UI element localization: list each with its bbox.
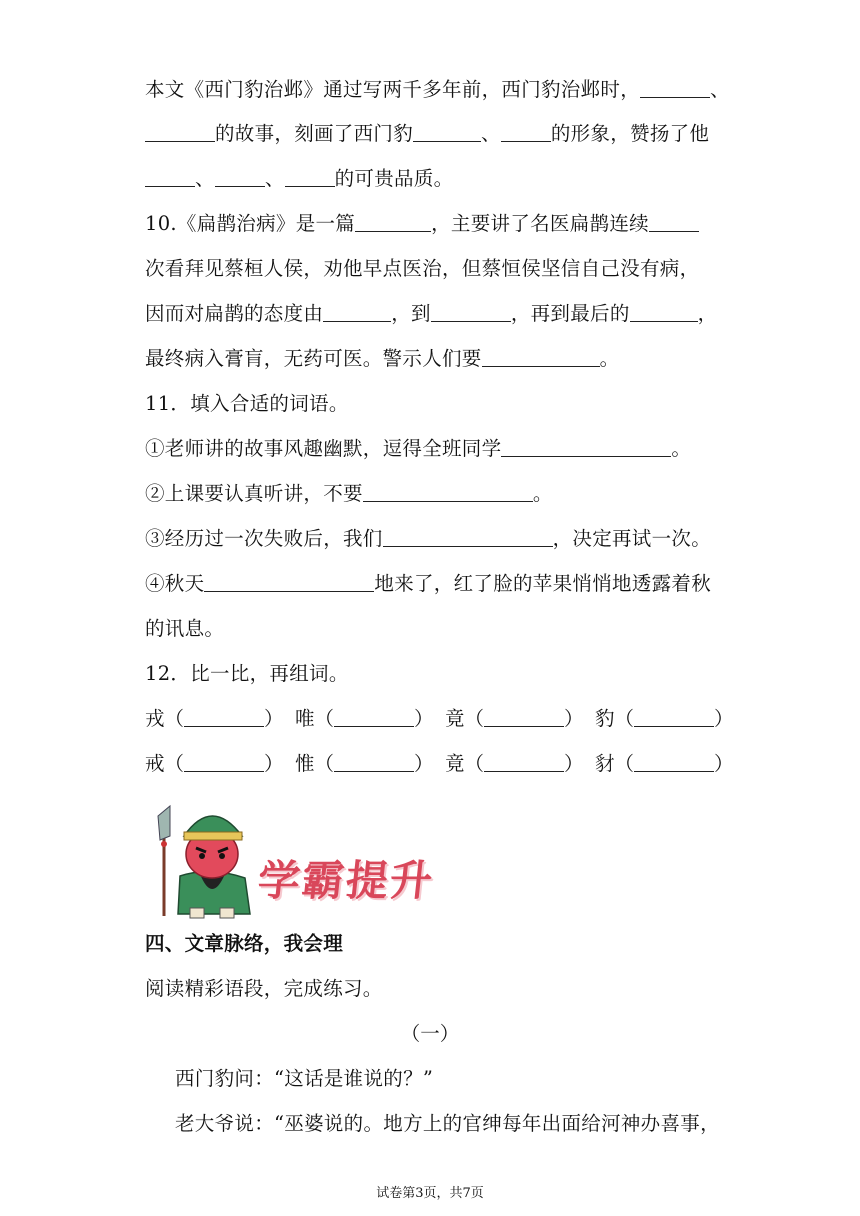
page-footer: 试卷第3页，共7页 (376, 1186, 484, 1201)
compare-item: 戒（ ） (145, 752, 284, 775)
blank[interactable] (145, 168, 195, 187)
xueba-banner (150, 796, 460, 922)
text-line-7: 最终病入膏肓，无药可医。警示人们要 。 (145, 347, 620, 370)
compare-item: 竟（ ） (445, 707, 584, 730)
question-10: 10.《扁鹊治病》是一篇 ，主要讲了名医扁鹊连续 (145, 212, 725, 236)
section-title: 四、文章脉络，我会理 (145, 932, 344, 955)
text-line-5: 次看拜见蔡桓人侯，劝他早点医治，但蔡恒侯坚信自己没有病， (145, 257, 700, 280)
blank[interactable] (630, 303, 698, 322)
blank[interactable] (634, 753, 714, 772)
question-11: 11．填入合适的词语。 (145, 392, 349, 415)
blank[interactable] (484, 753, 564, 772)
text-line-1: 本文《西门豹治邺》通过写两千多年前，西门豹治邺时， 、 (145, 78, 730, 101)
blank[interactable] (413, 123, 481, 142)
blank[interactable] (184, 708, 264, 727)
text-line-3: 、 、 的可贵品质。 (145, 167, 725, 191)
blank[interactable] (334, 708, 414, 727)
compare-item: 豹（ ） (595, 707, 734, 730)
blank[interactable] (431, 303, 511, 322)
section-instruction: 阅读精彩语段，完成练习。 (145, 977, 383, 1000)
passage-paragraph-1: 西门豹问：“这话是谁说的？” (175, 1067, 434, 1090)
blank[interactable] (634, 708, 714, 727)
blank[interactable] (501, 438, 671, 457)
compare-row-2 (145, 752, 734, 776)
blank[interactable] (501, 123, 551, 142)
blank[interactable] (640, 79, 710, 98)
blank[interactable] (184, 753, 264, 772)
question-11-item-4: ④秋天 地来了，红了脸的苹果悄悄地透露着秋 (145, 572, 712, 595)
text-line-2: 的故事，刻画了西门豹 、 的形象，赞扬了他 (145, 122, 725, 146)
blank[interactable] (649, 213, 699, 232)
compare-item: 豺（ ） (595, 752, 734, 775)
blank[interactable] (383, 528, 553, 547)
banner-title: 学霸提升 (255, 856, 437, 905)
question-11-item-1: ①老师讲的故事风趣幽默，逗得全班同学 。 (145, 437, 692, 460)
blank[interactable] (334, 753, 414, 772)
blank[interactable] (215, 168, 265, 187)
part-label: （一） (400, 1022, 460, 1045)
text-line-6: 因而对扁鹊的态度由 ，到 ，再到最后的 ， (145, 302, 718, 325)
compare-item: 戎（ ） (145, 707, 284, 730)
blank[interactable] (285, 168, 335, 187)
blank[interactable] (145, 123, 215, 142)
blank[interactable] (484, 708, 564, 727)
question-11-item-2: ②上课要认真听讲，不要 。 (145, 482, 553, 505)
question-11-item-3: ③经历过一次失败后，我们 ，决定再试一次。 (145, 527, 712, 550)
compare-item: 唯（ ） (295, 707, 434, 730)
text-line-13: 的讯息。 (145, 617, 225, 640)
question-12: 12．比一比，再组词。 (145, 662, 349, 685)
compare-item: 竟（ ） (445, 752, 584, 775)
passage-paragraph-2: 老大爷说：“巫婆说的。地方上的官绅每年出面给河神办喜事， (175, 1112, 720, 1135)
blank[interactable] (482, 348, 600, 367)
blank[interactable] (323, 303, 391, 322)
blank[interactable] (355, 213, 431, 232)
blank[interactable] (363, 483, 533, 502)
compare-row-1 (145, 707, 734, 731)
compare-item: 惟（ ） (295, 752, 434, 775)
blank[interactable] (204, 573, 374, 592)
